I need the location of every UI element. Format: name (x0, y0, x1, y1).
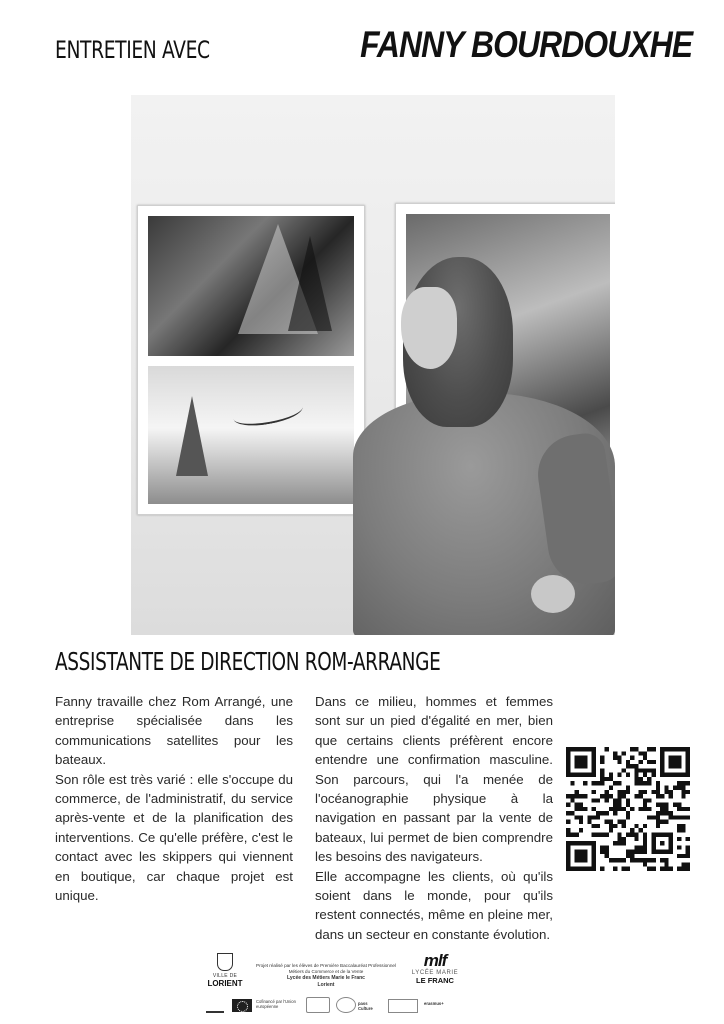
interviewee-name: FANNY BOURDOUXHE (359, 24, 692, 65)
credit-line: Lycée des Métiers Marie le Franc (287, 975, 365, 982)
logo-text: LE FRANC (416, 976, 454, 985)
qr-code[interactable] (566, 747, 690, 871)
article-paragraph: Elle accompagne les clients, où qu'ils soient dans le monde, pour qu'ils restent connectés, même en pleine mer, dans un secteur en constante évolution. (315, 868, 553, 942)
logo-mark: mlf (423, 951, 447, 970)
logo-text: LORIENT (207, 979, 243, 988)
partner-logos (206, 997, 496, 1015)
article-paragraph: Fanny travaille chez Rom Arrangé, une entreprise spécialisée dans les communications satellites pour les bateaux. (55, 694, 293, 768)
article-paragraph: Dans ce milieu, hommes et femmes sont sur un pied d'égalité en mer, bien que certains clients préfèrent encore entendre une confirmation masculine. Son parcours, qui l'a menée de l'océanographie physique à la navigation en passant par la vente de bateaux, lui permet de bien comprendre les besoins des navigateurs. (315, 694, 553, 865)
article-column-left (55, 692, 293, 905)
footer (0, 945, 724, 1024)
signed-poster-image (148, 366, 354, 504)
partner-logo (388, 999, 418, 1013)
logo-text: LYCÉE MARIE (411, 970, 459, 976)
partner-logo (336, 997, 356, 1013)
article-paragraph: Son rôle est très varié : elle s'occupe du commerce, de l'administratif, du service après-vente et de la planification des interventions. Ce qu'elle préfère, c'est le contact avec les skippers qui viennent en boutique, car chaque projet est unique. (55, 771, 293, 904)
eu-flag-icon (232, 999, 252, 1012)
person-figure (343, 245, 615, 635)
article-column-right (315, 692, 553, 944)
partner-logo (306, 997, 330, 1013)
pass-culture-logo: pass Culture (358, 1001, 373, 1011)
credit-line: Lorient (317, 981, 335, 988)
section-title: ASSISTANTE DE DIRECTION ROM-ARRANGE (55, 647, 441, 676)
sailing-poster-image (148, 216, 354, 356)
project-credits (248, 963, 404, 988)
partner-logo (206, 997, 224, 1013)
crest-icon (217, 953, 233, 971)
credit-line: Projet réalisé par les élèves de Première Baccalauréat Professionnel (256, 963, 396, 968)
erasmus-logo: erasmus+ (424, 1001, 444, 1006)
credit-line: Métiers du Commerce et de la Vente (288, 969, 364, 975)
eu-cofinancing-label: Cofinancé par l'Union européenne (256, 999, 296, 1009)
header-kicker: ENTRETIEN AVEC (55, 36, 210, 64)
framed-poster-left (137, 205, 365, 515)
logo-text: VILLE DE (212, 973, 238, 979)
ville-de-lorient-logo (204, 953, 246, 988)
portrait-photo (131, 95, 615, 635)
lycee-marie-le-franc-logo (408, 951, 462, 985)
